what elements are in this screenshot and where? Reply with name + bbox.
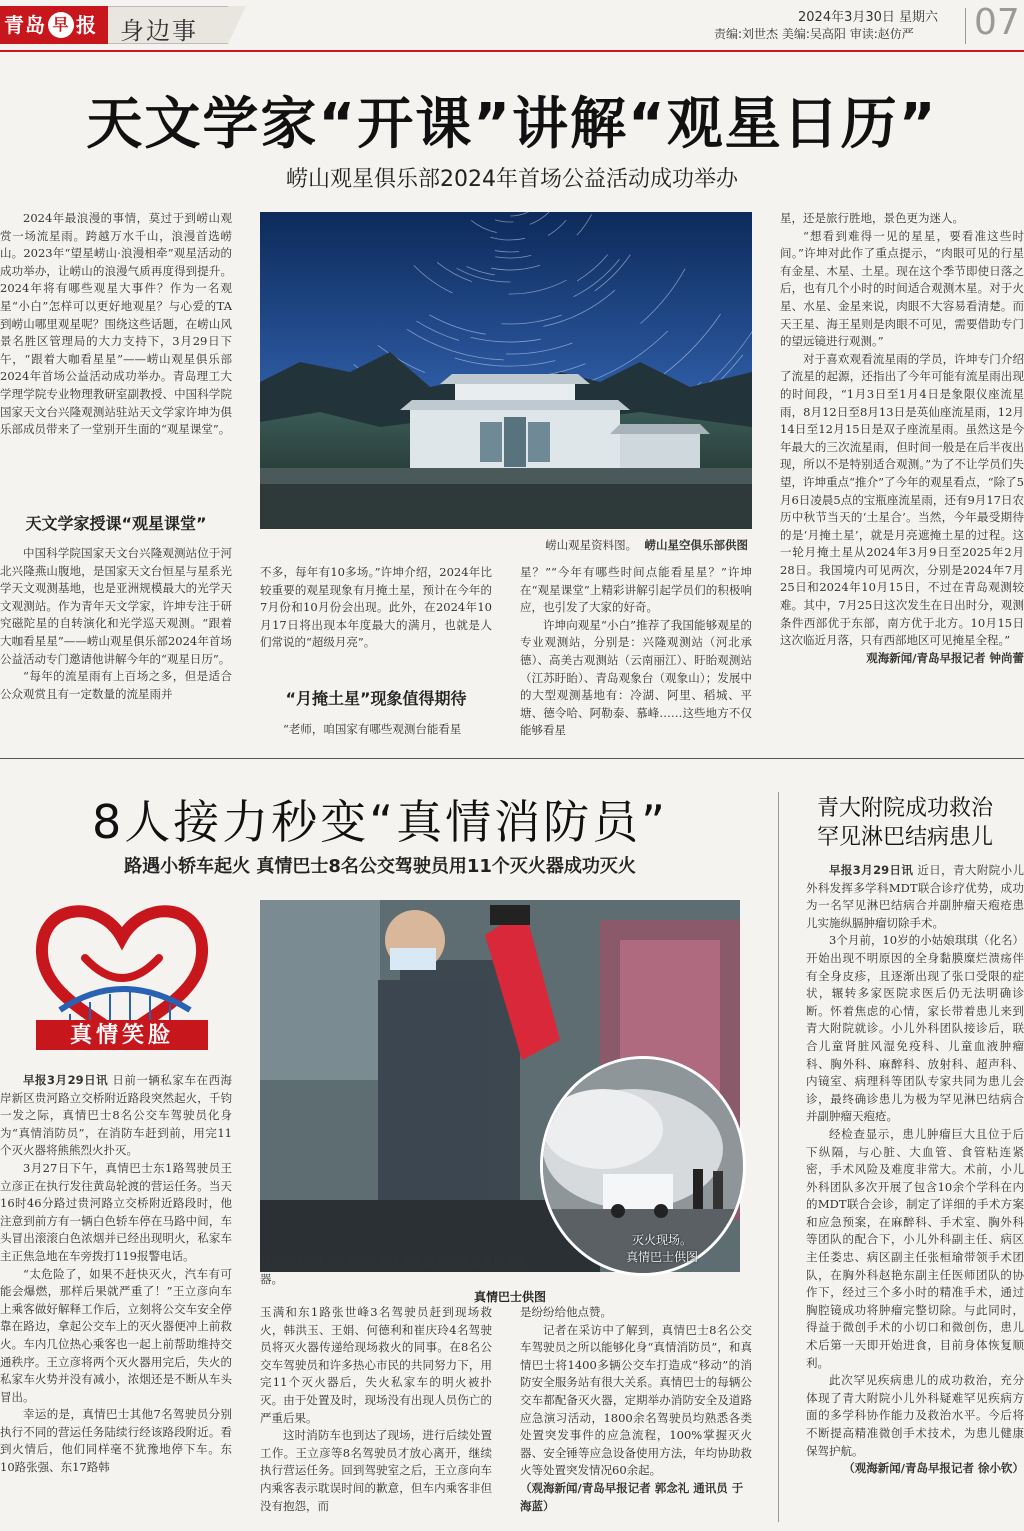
headline-stargazing: 天文学家“开课”讲解“观星日历”: [86, 92, 938, 157]
page-header: [0, 0, 1024, 50]
article3-paragraph: [806, 862, 1024, 932]
article2-paragraph: 是纷纷给他点赞。: [520, 1305, 612, 1319]
dateline: 早报3月29日讯: [23, 1073, 109, 1087]
article2-paragraph: 3月27日下午，真情巴士东1路驾驶员王立彦正在执行发往黄岛轮渡的营运任务。当天16时46分路过贵河路立交桥附近路段时，他注意到前方有一辆白色轿车停在马路中间，车头冒出滚滚白色浓烟并已经出现明火，私家车主正焦急地在车旁拨打119报警电话。: [0, 1160, 232, 1263]
page-number: 07: [974, 2, 1020, 43]
caption-text: 真情巴士东17路驾驶员韩玉满紧急从驾驶室拿取灭火器。: [260, 1255, 528, 1286]
article2-paragraph: 这时消防车也到达了现场，进行后续处置工作。王立彦等8名驾驶员才放心离开，继续执行营运任务。回到驾驶室之后，王立彦向车内乘客表示耽误时间的歉意，但车内乘客非但没有抱怨，而: [260, 1428, 492, 1513]
article1-paragraph: 不多，每年有10多场。”许坤介绍，2024年比较重要的观星现象有月掩土星，预计在今年的7月份和10月份会出现。此外，在2024年10月17日将出现本年度最大的满月，也就是人们常说的“超级月亮”。: [260, 565, 492, 650]
article1-paragraph: 2024年最浪漫的事情，莫过于到崂山观赏一场流星雨。跨越万水千山，浪漫首选崂山。2023年“望星崂山·浪漫相牵”观星活动的成功举办，让崂山的浪漫气质再度得到提升。2024年将有哪些观星大事件？作为一名观星“小白”怎样可以更好地观星？与心爱的TA到崂山哪里观星呢？围绕这些话题，在崂山风景名胜区管理局的大力支持下，3月29日下午，“跟着大咖看星星”——崂山观星俱乐部2024年首场公益活动成功举办。青岛理工大学理学院专业物理教研室副教授、中国科学院国家天文台兴隆观测站驻站天文学家许坤为俱乐部成员带来了一堂别开生面的“观星课堂”。: [0, 211, 232, 437]
editor-credits: 责编:刘世杰 美编:吴高阳 审读:赵仿严: [714, 27, 914, 41]
section-name: 身边事: [120, 17, 198, 45]
photo-caption-stargazing: [260, 537, 752, 553]
article3-paragraph: 此次罕见疾病患儿的成功救治，充分体现了青大附院小儿外科疑难罕见疾病方面的多学科协作能力及救治水平。今后将不断提高精准微创手术技术，为患儿健康保驾护航。: [806, 1373, 1024, 1458]
article1-paragraph: 星，还是旅行胜地，景色更为迷人。: [780, 211, 964, 225]
article1-paragraph: “想看到难得一见的星星，要看准这些时间。”许坤对此作了重点提示，“肉眼可见的行星有金星、木星、土星。现在这个季节即使日落之后，也有几个小时的时间适合观测木星。对于火星、水星、金星来说，肉眼不大容易看清楚。而天王星、海王星则是肉眼不可见，需要借助专门的望远镜进行观测。”: [780, 228, 1024, 349]
article2-paragraph: 玉满和东1路张世峰3名驾驶员赶到现场救火，韩洪玉、王娟、何德利和崔庆玲4名驾驶员将灭火器传递给现场救火的同事。在8名公交车驾驶员和许多热心市民的共同努力下，用完11个灭火器后，失火私家车的明火被扑灭。由于处置及时，现场没有出现人员伤亡的严重后果。: [260, 1305, 492, 1425]
article3-lead-text: 近日，青大附院小儿外科发挥多学科MDT联合诊疗优势，成功为一名罕见淋巴结病合并副肿瘤天疱疮患儿实施纵膈肿瘤切除手术。: [806, 863, 1024, 930]
article1-paragraph: 中国科学院国家天文台兴隆观测站位于河北兴隆燕山腹地，是国家天文台恒星与星系光学天文观测基地，也是亚洲规模最大的光学天文观测站。作为青年天文学家，许坤专注于研究磁陀星的自转演化和光学巡天观测。“跟着大咖看星星”——崂山观星俱乐部2024年首场公益活动专门邀请他讲解今年的“观星日历”。: [0, 546, 232, 666]
article1-subhead-1: 天文学家授课“观星课堂”: [25, 514, 207, 533]
article2-column-2: [260, 1304, 492, 1530]
article1-paragraph: 许坤向观星“小白”推荐了我国能够观星的专业观测站，分别是：兴隆观测站（河北承德）、高美古观测站（云南丽江）、盱眙观测站（江苏盱眙）、青岛观象台（观象山）；发展中的大型观测基地有：冷湖、阿里、稻城、平塘、德令哈、阿勒泰、慕峰……这些地方不仅能够看星: [520, 617, 752, 738]
article2-byline: （观海新闻/青岛早报记者 郭念礼 通讯员 于海蓝）: [520, 1480, 744, 1513]
article1-column-3: [260, 564, 492, 672]
article2-column-3: [520, 1304, 752, 1530]
article1-paragraph: 星？”“今年有哪些时间点能看星星？”许坤在“观星课堂”上精彩讲解引起学员们的积极响应，也引发了大家的好奇。: [520, 565, 752, 615]
article1-subhead-2: “月掩土星”现象值得期待: [285, 689, 467, 708]
article1-column-6: [780, 210, 1024, 742]
caption-text: 崂山观星资料图。: [545, 538, 638, 552]
article2-paragraph: [0, 1072, 232, 1160]
article2-column-1: [0, 1072, 232, 1530]
inset-caption-credit: 真情巴士供图: [625, 1250, 698, 1264]
dateline: 早报3月29日讯: [829, 863, 914, 877]
photo-caption-bus: [260, 1254, 546, 1305]
article3-paragraph: 经检查显示，患儿肿瘤巨大且位于后下纵隔，与心脏、大血管、食管粘连紧密，手术风险及难度非常大。术前，小儿外科团队多次开展了包含10余个学科在内的MDT联合会诊，制定了详细的手术方案和应急预案，在麻醉科、手术室、胸外科等团队的配合下，小儿外科副主任、病区主任娄忠、病区副主任张桓瑜带领手术团队，在胸外科赵艳东副主任医师团队的协作下，经过三个多小时的精准手术，通过胸腔镜成功将肿瘤完整切除。与此同时，得益于微创手术的小切口和微创伤，患儿术后第一天即开始进食，目前身体恢复顺利。: [806, 1126, 1024, 1370]
article1-paragraph: 对于喜欢观看流星雨的学员，许坤专门介绍了流星的起源，还指出了今年可能有流星雨出现的时间段，“1月3日至1月4日是象限仪座流星雨，8月12日至8月13日是英仙座流星雨，12月14日至12月15日是双子座流星雨。虽然这是今年最大的三次流星雨，但时间一般是在后半夜出现，所以不是特别适合观测。”为了不让学员们失望，许坤重点“推介”了今年的观星看点，“除了5月6日凌晨5点的宝瓶座流星雨，还有9月17日农历中秋节当天的‘土星合’。当然，今年最受期待的是‘月掩土星’，就是月亮遮掩土星的过程。这一轮月掩土星从2024年3月9日至2025年2月28日。我国境内可见两次，分别是2024年7月25日和2024年10月15日，不过在青岛观测较难。其中，7月25日这次发生在日出时分，观测条件西部优于东部，南方优于北方。10月15日这次临近月落，只有西部地区可见掩星全程。”: [780, 351, 1024, 648]
caption-credit: 真情巴士供图: [473, 1290, 546, 1304]
article2-lead-text: 日前一辆私家车在西海岸新区贵河路立交桥附近路段突然起火，千钧一发之际，真情巴士8名公交车驾驶员化身为“真情消防员”，在消防车赶到前，用完11个灭火器将熊熊烈火扑灭。: [0, 1073, 232, 1158]
subheadline-stargazing: 崂山观星俱乐部2024年首场公益活动成功举办: [286, 167, 738, 192]
header-rule: [0, 50, 1024, 52]
article1-column-1: [0, 210, 232, 492]
article2-paragraph: “太危险了，如果不赶快灭火，汽车有可能会爆燃，那样后果就严重了！”王立彦向车上乘客做好解释工作后，立刻将公交车安全停靠在路边，拿起公交车上的灭火器便冲上前救火。车内几位热心乘客也一起上前帮助维持交通秩序。王立彦将两个灭火器用完后，失火的私家车火势并没有减小，浓烟还是不断从车头冒出。: [0, 1266, 232, 1404]
newspaper-logo: 青岛 早 报: [0, 6, 108, 44]
article1-column-4: [260, 721, 492, 741]
headline-bus-drivers: 8人接力秒变“真情消防员”: [92, 795, 668, 849]
article2-paragraph: 记者在采访中了解到，真情巴士8名公交车驾驶员之所以能够化身“真情消防员”，和真情巴士将1400多辆公交车打造成“移动”的消防安全服务站有很大关系。真情巴士的每辆公交车都配备灭火器，定期举办消防安全及道路应急演习活动，1800余名驾驶员均熟悉各类处置突发事件的应急流程，100%掌握灭火器、安全锤等应急设备使用方法，年均协助救火等处置突发情况60余起。: [520, 1322, 752, 1478]
article1-column-2: [0, 545, 232, 735]
article3-paragraph: 3个月前，10岁的小姑娘琪琪（化名）开始出现不明原因的全身黏膜糜烂溃疡伴有全身皮疹，且逐渐出现了张口受限的症状，辗转多家医院求医后仍无法明确诊断。怀着焦虑的心情，家长带着患儿来到青大附院就诊。小儿外科团队接诊后，联合儿童肾脏风湿免疫科、儿童血液肿瘤科、胸外科、麻醉科、放射科、超声科、内镜室、病理科等团队专家共同为患儿会诊，最终确诊患儿为极为罕见淋巴结病合并副肿瘤天疱疮。: [806, 933, 1024, 1124]
column-divider: [778, 792, 779, 1522]
article1-byline: 观海新闻/青岛早报记者 钟尚蕾: [866, 650, 1024, 665]
subheadline-bus-drivers: 路遇小轿车起火 真情巴士8名公交驾驶员用11个灭火器成功灭火: [124, 856, 636, 877]
star-trail-image: [260, 212, 752, 529]
star-trail-photo: [260, 212, 752, 529]
section-divider: [0, 758, 1024, 759]
column-logo-label: 真情笑脸: [36, 1020, 208, 1050]
headline-hospital: [786, 794, 1024, 852]
headline-line-1: 青大附院成功救治: [816, 796, 993, 821]
article3-byline: （观海新闻/青岛早报记者 徐小钦）: [843, 1461, 1024, 1476]
section-tab: [108, 6, 228, 44]
article1-paragraph: “每年的流星雨有上百场之多，但是适合公众观赏且有一定数量的流星雨并: [0, 669, 232, 701]
article1-paragraph: “老师，咱国家有哪些观测台能看星: [283, 722, 462, 736]
article2-paragraph: 幸运的是，真情巴士其他7名驾驶员分别执行不同的营运任务陆续行经该路段附近。看到火情后，他们同样毫不犹豫地停下车。东10路张强、东17路韩: [0, 1407, 232, 1475]
caption-credit: 崂山星空俱乐部供图: [644, 538, 748, 552]
inset-caption: [612, 1232, 712, 1266]
article3-column: [806, 862, 1024, 1530]
header-divider: [965, 8, 966, 44]
article1-column-5: [520, 564, 752, 740]
headline-line-2: 罕见淋巴结病患儿: [816, 825, 993, 850]
inset-caption-text: 灭火现场。: [631, 1233, 692, 1247]
issue-date: 2024年3月30日 星期六: [798, 10, 939, 25]
